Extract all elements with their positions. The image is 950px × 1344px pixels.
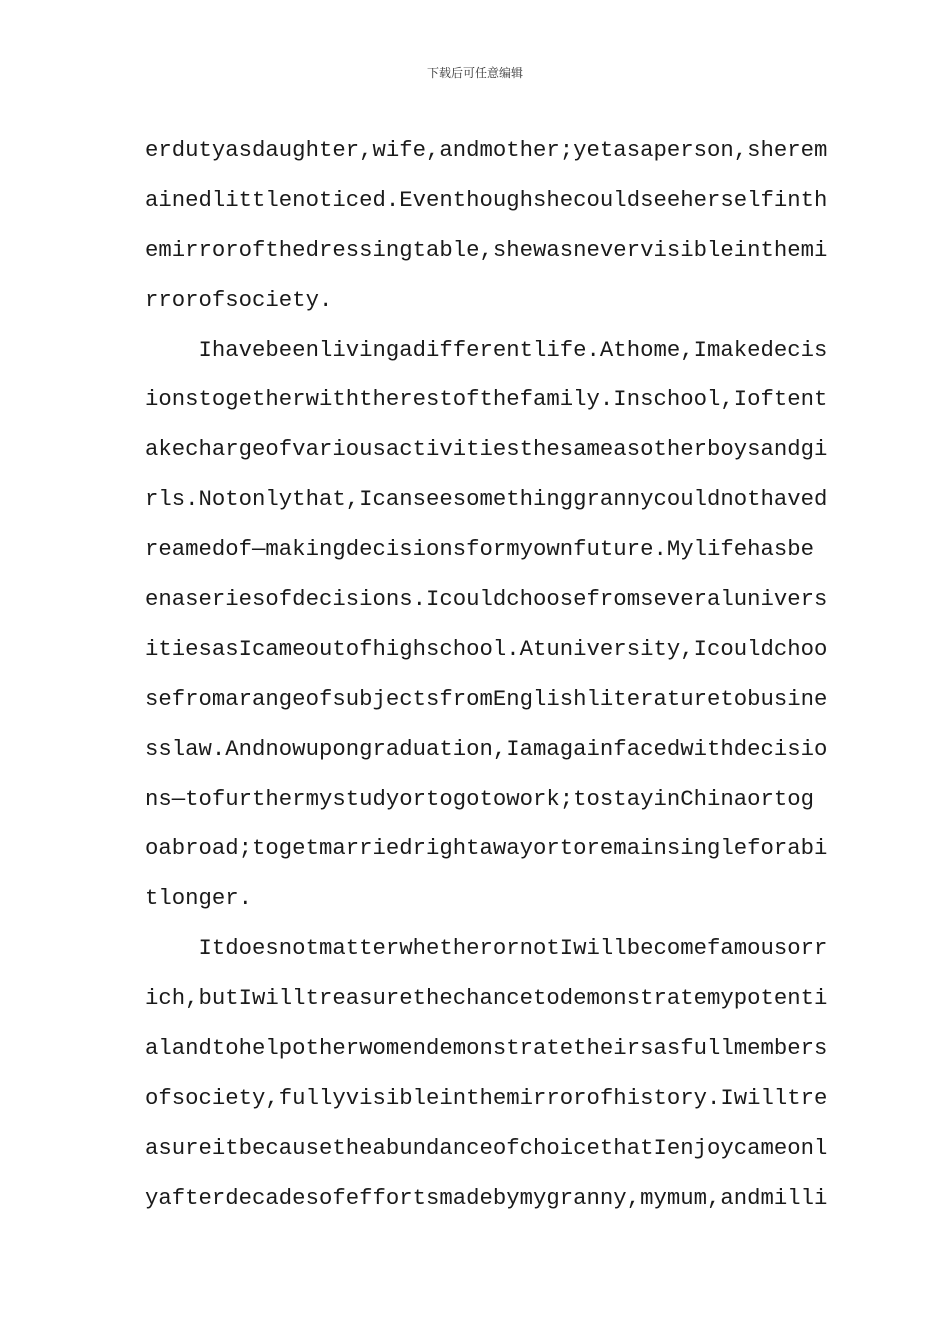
text-line: enaseriesofdecisions.Icouldchoosefromseveralunivers [145, 586, 828, 613]
text-line: ofsociety,fullyvisibleinthemirrorofhistory.Iwilltre [145, 1084, 828, 1111]
text-line: asureitbecausetheabundanceofchoicethatIenjoycameonl [145, 1134, 828, 1161]
text-line: oabroad;togetmarriedrightawayortoremainsingleforabi [145, 835, 828, 862]
text-line: ionstogetherwiththerestofthefamily.Inschool,Ioftent [145, 386, 828, 413]
document-body [145, 126, 828, 1224]
text-line: emirrorofthedressingtable,shewasnevervisibleinthemi [145, 236, 828, 263]
text-line: rrorofsociety. [145, 286, 333, 313]
text-line: tlonger. [145, 885, 253, 912]
text-line: ich,butIwilltreasurethechancetodemonstratemypotenti [145, 985, 828, 1012]
text-line: ItdoesnotmatterwhetherornotIwillbecomefamousorr [145, 935, 828, 962]
text-line: erdutyasdaughter,wife,andmother;yetasaperson,sherem [145, 137, 828, 163]
page-header: 下载后可任意编辑 [426, 66, 523, 80]
text-line: ainedlittlenoticed.Eventhoughshecouldseeherselfinth [145, 186, 828, 213]
text-line: reamedof—makingdecisionsformyownfuture.Mylifehasbe [145, 536, 815, 563]
text-line: sefromarangeofsubjectsfromEnglishliteraturetobusine [145, 685, 828, 712]
text-line: yafterdecadesofeffortsmadebymygranny,mymum,andmilli [145, 1184, 828, 1211]
text-line: ns—tofurthermystudyortogotowork;tostayinChinaortog [145, 785, 815, 812]
text-line: itiesasIcameoutofhighschool.Atuniversity,Icouldchoo [145, 635, 828, 662]
text-line: Ihavebeenlivingadifferentlife.Athome,Imakedecis [145, 336, 828, 363]
text-line: sslaw.Andnowupongraduation,Iamagainfacedwithdecisio [145, 735, 828, 762]
text-line: rls.Notonlythat,Icanseesomethinggrannycouldnothaved [145, 486, 828, 513]
text-line: alandtohelpotherwomendemonstratetheirsasfullmembers [145, 1035, 828, 1062]
text-line: akechargeofvariousactivitiesthesameasotherboysandgi [145, 436, 828, 463]
